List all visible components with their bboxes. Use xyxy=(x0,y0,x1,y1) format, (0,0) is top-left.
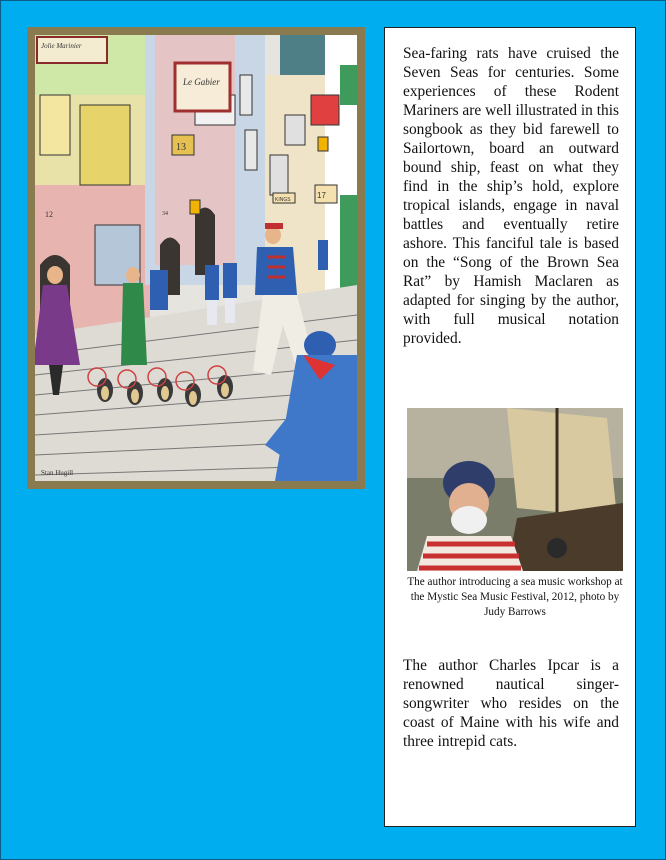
author-photo-image xyxy=(407,408,623,571)
street-scene-drawing xyxy=(35,35,357,481)
sign-13: 13 xyxy=(176,142,186,153)
sign-jolie-marinier: Jolie Marinier xyxy=(41,42,82,50)
sailortown-illustration xyxy=(27,27,365,489)
text-panel xyxy=(384,27,636,827)
photo-caption: The author introducing a sea music workshop at the Mystic Sea Music Festival, 2012, photo by Judy Barrows xyxy=(407,576,623,618)
house-number-34: 34 xyxy=(162,211,168,217)
sign-kings: KINGS xyxy=(275,197,291,203)
author-paragraph: The author Charles Ipcar is a renowned nautical singer-songwriter who resides on the coast of Maine with his wife and three intrepid cats. xyxy=(403,657,619,750)
sign-le-gabier: Le Gabier xyxy=(183,77,220,87)
author-photo xyxy=(407,408,623,571)
house-number-12: 12 xyxy=(45,210,53,219)
sign-17: 17 xyxy=(317,191,326,200)
artist-signature: Stan Hugill xyxy=(41,469,74,477)
intro-paragraph: Sea-faring rats have cruised the Seven Seas for centuries. Some experiences of these Rodent Mariners are well illustrated in this songbook as they bid farewell to Sailortown, board an outward bound ship, feast on what they find in the ship’s hold, explore tropical islands, engage in naval battles and eventually retire ashore. This fanciful tale is based on the “Song of the Brown Sea Rat” by Hamish Maclaren as adapted for singing by the author, with full musical notation provided. xyxy=(403,45,619,347)
